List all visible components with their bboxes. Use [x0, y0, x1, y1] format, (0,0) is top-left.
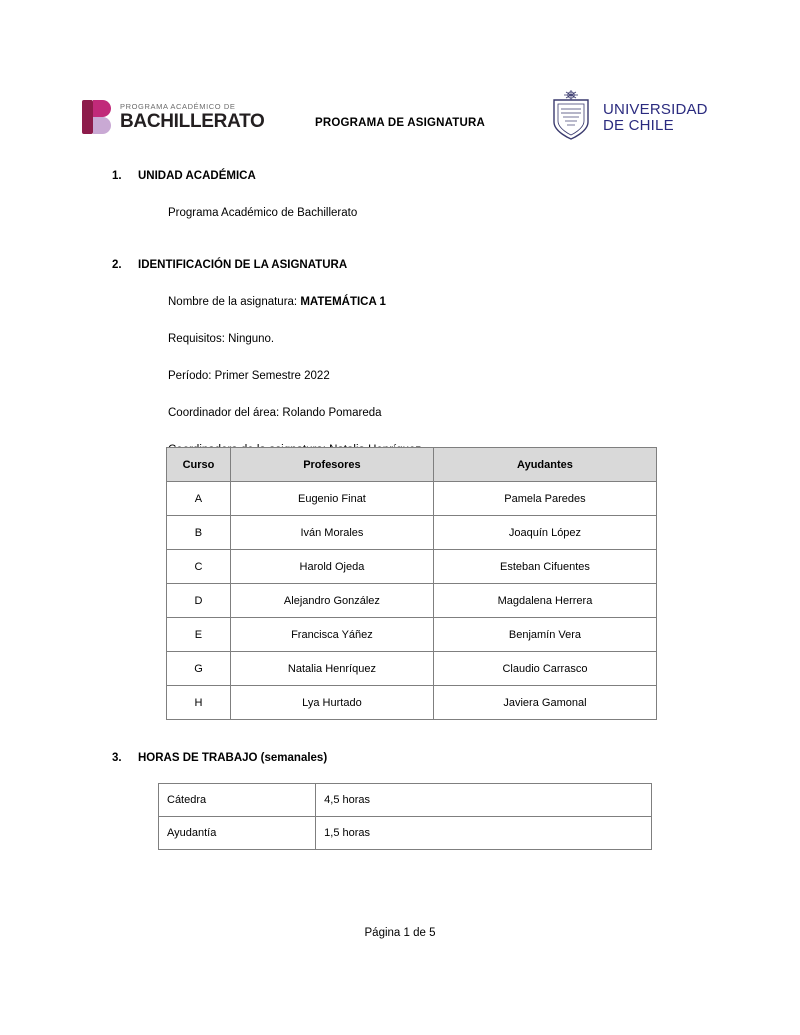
- asignatura-nombre-value: MATEMÁTICA 1: [300, 296, 386, 308]
- document-body: [0, 170, 800, 456]
- cell-ayudante: Magdalena Herrera: [433, 584, 656, 618]
- column-header-ayudantes: Ayudantes: [433, 448, 656, 482]
- cell-ayudante: Benjamín Vera: [433, 618, 656, 652]
- cell-curso: D: [167, 584, 231, 618]
- requisitos-line: Requisitos: Ninguno.: [168, 333, 275, 345]
- table-row: [167, 686, 657, 720]
- unidad-academica-value: Programa Académico de Bachillerato: [168, 207, 358, 219]
- cell-hours-value: 4,5 horas: [316, 784, 652, 817]
- column-header-profesores: Profesores: [230, 448, 433, 482]
- bachillerato-logo-line1: PROGRAMA ACADÉMICO DE: [120, 101, 236, 111]
- asignatura-nombre-label: Nombre de la asignatura:: [168, 296, 298, 308]
- cell-profesor: Alejandro González: [230, 584, 433, 618]
- table-row: [167, 652, 657, 686]
- table-row: [167, 516, 657, 550]
- cell-ayudante: Claudio Carrasco: [433, 652, 656, 686]
- section-3-title: HORAS DE TRABAJO (semanales): [138, 752, 328, 764]
- cell-curso: G: [167, 652, 231, 686]
- universidad-logo-line1: UNIVERSIDAD: [603, 100, 708, 118]
- cell-ayudante: Pamela Paredes: [433, 482, 656, 516]
- cell-ayudante: Esteban Cifuentes: [433, 550, 656, 584]
- periodo-line: Período: Primer Semestre 2022: [168, 370, 330, 382]
- cell-ayudante: Joaquín López: [433, 516, 656, 550]
- staff-table: [166, 447, 657, 720]
- cell-profesor: Natalia Henríquez: [230, 652, 433, 686]
- table-row: [159, 784, 652, 817]
- cell-profesor: Eugenio Finat: [230, 482, 433, 516]
- section-1-title: UNIDAD ACADÉMICA: [138, 170, 256, 182]
- page-footer: Página 1 de 5: [364, 927, 436, 939]
- section-2-title: IDENTIFICACIÓN DE LA ASIGNATURA: [138, 259, 348, 271]
- cell-hours-label: Cátedra: [159, 784, 316, 817]
- section-heading-1: [112, 170, 800, 182]
- table-row: [167, 618, 657, 652]
- section-1-number: 1.: [112, 170, 122, 182]
- cell-curso: E: [167, 618, 231, 652]
- cell-profesor: Iván Morales: [230, 516, 433, 550]
- asignatura-nombre-line: [168, 296, 800, 308]
- section-heading-3: [112, 752, 327, 764]
- cell-ayudante: Javiera Gamonal: [433, 686, 656, 720]
- cell-curso: H: [167, 686, 231, 720]
- cell-profesor: Lya Hurtado: [230, 686, 433, 720]
- table-row: [167, 584, 657, 618]
- cell-hours-value: 1,5 horas: [316, 817, 652, 850]
- cell-hours-label: Ayudantía: [159, 817, 316, 850]
- section-heading-2: [112, 259, 800, 271]
- column-header-curso: Curso: [167, 448, 231, 482]
- cell-curso: B: [167, 516, 231, 550]
- cell-curso: C: [167, 550, 231, 584]
- cell-profesor: Francisca Yáñez: [230, 618, 433, 652]
- table-row: [167, 482, 657, 516]
- bachillerato-logo-line2: BACHILLERATO: [120, 111, 265, 133]
- section-3-number: 3.: [112, 752, 122, 764]
- section-2-number: 2.: [112, 259, 122, 271]
- table-row: [167, 550, 657, 584]
- cell-curso: A: [167, 482, 231, 516]
- coordinador-area-line: Coordinador del área: Rolando Pomareda: [168, 407, 382, 419]
- table-header-row: [167, 448, 657, 482]
- page-title: PROGRAMA DE ASIGNATURA: [314, 117, 486, 129]
- cell-profesor: Harold Ojeda: [230, 550, 433, 584]
- hours-table: [158, 783, 652, 850]
- universidad-logo-line2: DE CHILE: [603, 116, 674, 134]
- table-row: [159, 817, 652, 850]
